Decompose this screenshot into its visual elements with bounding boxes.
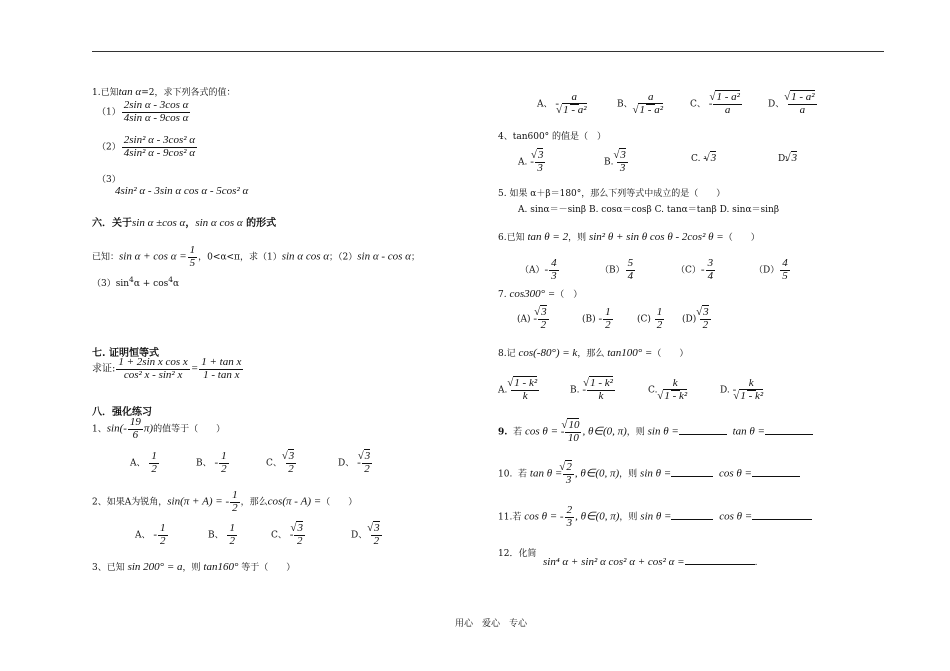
q5-options: A. sinα＝－sinβ B. cosα＝cosβ C. tanα＝tanβ D. sinα＝sinβ [518, 205, 780, 215]
practice-3-stem: 3、已知 sin 200° = a，则 tan160° 等于（ ） [92, 561, 296, 573]
q8-opt-b: B. - √ $\frac{\text{1 - k²}}{k}$ [570, 378, 616, 402]
q3-opt-b: B、 a √ 1 - a² [617, 92, 666, 116]
q4-opt-a: A. - √ $\frac{3}{3}$ [518, 150, 546, 174]
q12-expr: sin⁴ α + sin² α cos² α + cos² α = . [543, 556, 758, 568]
section-7-title: 七. 证明恒等式 [92, 348, 159, 359]
section-6-part3: $(3)\sin^4\alpha + \cos^4\alpha$ [92, 275, 180, 289]
header-rule [92, 51, 884, 52]
q8-opt-a: A. √ $\frac{\text{1 - k²}}{k}$ [498, 378, 540, 402]
q11: 11.若 cos θ = - $\frac{2}{3}$ , θ∈(0, π)，则 sin θ = cos θ = [498, 505, 812, 529]
practice-2-stem: 2、如果A为锐角，sin(π + A) = - $\frac{1}{2}$ ，那么cos(π - A) =（ ） [92, 489, 358, 514]
section-7-identity: 求证: $\frac{\text{1 + 2sin x cos x}}{\text{cos² x - sin² x}}$ = $\frac{\text{1 + tan x}}{\text{1 - tan x}}$ [92, 356, 242, 381]
section-8-title: 八．强化练习 [92, 407, 152, 418]
q6-opt-d: （D） $\frac{4}{5}$ [754, 257, 788, 282]
q1-part3: （3） 4sin² α - 3sin α cos α - 5cos² α [97, 175, 249, 197]
q6-opt-c: （C）- $\frac{3}{4}$ [676, 257, 714, 282]
q10: 10. 若 tan θ = √ $\frac{2}{3}$ , θ∈(0, π)，则 sin θ = cos θ = [498, 462, 800, 486]
q8-opt-d: D. - k √ 1 - k² [720, 378, 766, 402]
q1-part1: （1） $\frac{\text{2sin α - 3cos α}}{\text{4sin α - 9cos α}}$ [97, 99, 189, 124]
section-6-prompt: 已知：sin α + cos α = $\frac{1}{5}$ ，0<α<π，求（1）sin α cos α；（2）sin α - cos α； [92, 244, 420, 269]
q6-opt-a: （A）- $\frac{4}{3}$ [520, 257, 557, 282]
practice-1-opt-c: C、 √ $\frac{3}{2}$ [266, 451, 297, 475]
q7-opt-d: (D) √ $\frac{3}{2}$ [682, 307, 712, 331]
q12-label: 12．化简 [498, 549, 537, 559]
practice-2-opt-d: D、 √ $\frac{3}{2}$ [351, 523, 383, 547]
q1-part2: （2） $\frac{\text{2sin² α - 3cos² α}}{\text{4sin² α - 9cos² α}}$ [97, 134, 196, 159]
practice-1-stem: 1、sin(- $\frac{19}{6}$ π)的值等于（ ） [92, 416, 226, 441]
q7-opt-b: (B) - $\frac{1}{2}$ [582, 306, 611, 331]
practice-1-opt-d: D、 - √ $\frac{3}{2}$ [338, 451, 373, 475]
q3-opt-d: D、 √ $\frac{\text{1 - a²}}{a}$ [768, 92, 818, 116]
footer: 用心 爱心 专心 [455, 619, 528, 629]
practice-2-opt-a: A、 - $\frac{1}{2}$ [135, 522, 166, 547]
q7-stem: 7. cos300° =（ ） [498, 288, 583, 300]
q9: 9. 若 cos θ = - √ $\frac{10}{10}$ , θ∈(0, π)，则 sin θ = tan θ = [498, 420, 813, 444]
q3-opt-a: A、 - a √ 1 - a² [537, 92, 590, 116]
q7-opt-c: (C) $\frac{1}{2}$ [637, 306, 663, 331]
q4-stem: 4、tan600° 的值是（ ） [498, 132, 607, 142]
practice-2-opt-b: B、 $\frac{1}{2}$ [208, 522, 235, 547]
q1-intro: 1.已知tan α=2，求下列各式的值： [92, 86, 236, 98]
practice-2-opt-c: C、 - √ $\frac{3}{2}$ [271, 523, 306, 547]
q4-opt-c: C. - √ 3 [691, 152, 716, 164]
practice-1-opt-a: A、 $\frac{1}{2}$ [130, 450, 157, 475]
practice-1-opt-b: B、 - $\frac{1}{2}$ [196, 450, 227, 475]
q8-stem: 8.记 cos(-80°) = k，那么 tan100° =（ ） [498, 347, 689, 359]
q7-opt-a: (A) - √ $\frac{3}{2}$ [517, 307, 550, 331]
q3-opt-c: C、 - √ $\frac{\text{1 - a²}}{a}$ [690, 92, 743, 116]
q4-opt-d: D. √ 3 [778, 152, 797, 164]
q4-opt-b: B. √ $\frac{3}{3}$ [604, 150, 629, 174]
q6-stem: 6.已知 tan θ = 2，则 sin² θ + sin θ cos θ - 2cos² θ =（ ） [498, 231, 760, 243]
q5-stem: 5. 如果 α＋β＝180°，那么下列等式中成立的是（ ） [498, 189, 726, 199]
section-6-title: 六．关于sin α ±cos α，sin α cos α 的形式 [92, 217, 277, 229]
q8-opt-c: C. k √ 1 - k² [648, 378, 690, 402]
q6-opt-b: （B） $\frac{5}{4}$ [600, 257, 634, 282]
